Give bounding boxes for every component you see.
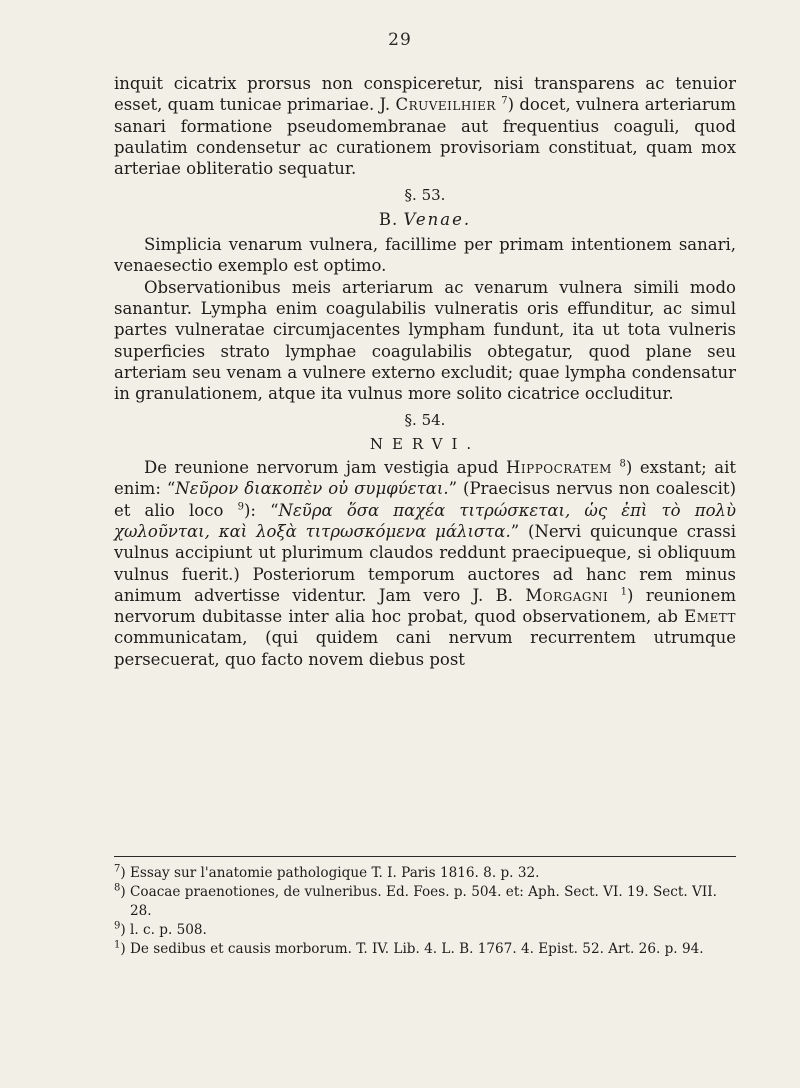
footnote-ref[interactable]: 7 — [501, 95, 508, 107]
footnotes — [114, 864, 736, 959]
paragraph: De reunione nervorum jam vestigia apud Hippocratem $^8$) exstant; ait enim: “Νεῦρον διακοπὲν οὐ συμφύεται.” (Praecisus nervus non coalescit) et alio loco $^9$): “Νεῦρα ὅσα παχέα τιτρώσκεται, ὡς ἐπὶ τὸ πολὺ χωλοῦνται, καὶ λοξὰ τιτρωσκόμενα μάλιστα.” (Nervi quicunque crassi vulnus accipiunt ut plurimum claudos reddunt praecipueque, si obliquum vulnus fuerit.) Posteriorum temporum auctores ad hanc rem minus animum advertisse videntur. Jam vero J. B. Morgagni $^1$) reunionem nervorum dubitasse inter alia hoc probat, quod observationem, ab Emett communicatam, (qui quidem cani nervum recurrentem utrumque persecuerat, quo facto novem diebus post — [114, 458, 737, 669]
author-name: Hippocratem — [505, 458, 612, 478]
footnote-ref[interactable]: 8 — [619, 458, 626, 470]
greek-quote: Νεῦρον διακοπὲν οὐ συμφύεται. — [175, 479, 449, 499]
main-text — [114, 73, 736, 670]
subsection-heading: B. Venae. — [378, 209, 472, 229]
section-heading: §. 54. — [404, 411, 446, 430]
footnote: $^9$) l. c. p. 508. — [114, 920, 207, 938]
paragraph: inquit cicatrix prorsus non conspiceretur, nisi transparens ac tenuior esset, quam tunicae primariae. J. Cruveilhier $^7$) docet, vulnera arteriarum sanari formatione pseudomembranae aut frequentius coaguli, quod paulatim condensetur ac curationem provisoriam constituat, quam mox arteriae obliteratio sequatur. — [114, 74, 736, 179]
footnote-ref[interactable]: 1 — [620, 586, 628, 598]
page-number: 29 — [388, 30, 412, 50]
footnote: $^7$) Essay sur l'anatomie pathologique T. I. Paris 1816. 8. p. 32. — [114, 863, 540, 881]
author-name: Morgagni — [525, 585, 609, 605]
footnote: $^1$) De sedibus et causis morborum. T. IV. Lib. 4. L. B. 1767. 4. Epist. 52. Art. 26. p. 94. — [114, 939, 704, 957]
author-name: Emett — [684, 607, 736, 627]
greek-quote: Νεῦρα ὅσα παχέα τιτρώσκεται, ὡς ἐπὶ τὸ πολὺ χωλοῦνται, καὶ λοξὰ τιτρωσκόμενα μάλιστα. — [114, 500, 736, 541]
paragraph: Observationibus meis arteriarum ac venarum vulnera simili modo sanantur. Lympha enim coagulabilis vulneratis oris effunditur, ac simul partes vulneratae circumjacentes lympham fundunt, ita ut tota vulneris superficies strato lymphae coagulabilis obtegatur, quod plane seu arteriam seu venam a vulnere externo excludit; quae lympha condensatur in granulationem, atque ita vulnus more solito cicatrice occluditur. — [114, 277, 736, 404]
subsection-heading: NERVI. — [369, 434, 481, 453]
paragraph: Simplicia venarum vulnera, facillime per primam intentionem sanari, venaesectio exemplo est optimo. — [114, 235, 736, 276]
footnote-divider — [114, 856, 736, 857]
footnote: $^8$) Coacae praenotiones, de vulneribus. Ed. Foes. p. 504. et: Aph. Sect. VI. 19. Sect. VII. 28. — [114, 882, 717, 919]
footnote-ref[interactable]: 9 — [237, 501, 244, 513]
section-heading: §. 53. — [404, 186, 446, 205]
author-name: Cruveilhier — [395, 95, 496, 115]
